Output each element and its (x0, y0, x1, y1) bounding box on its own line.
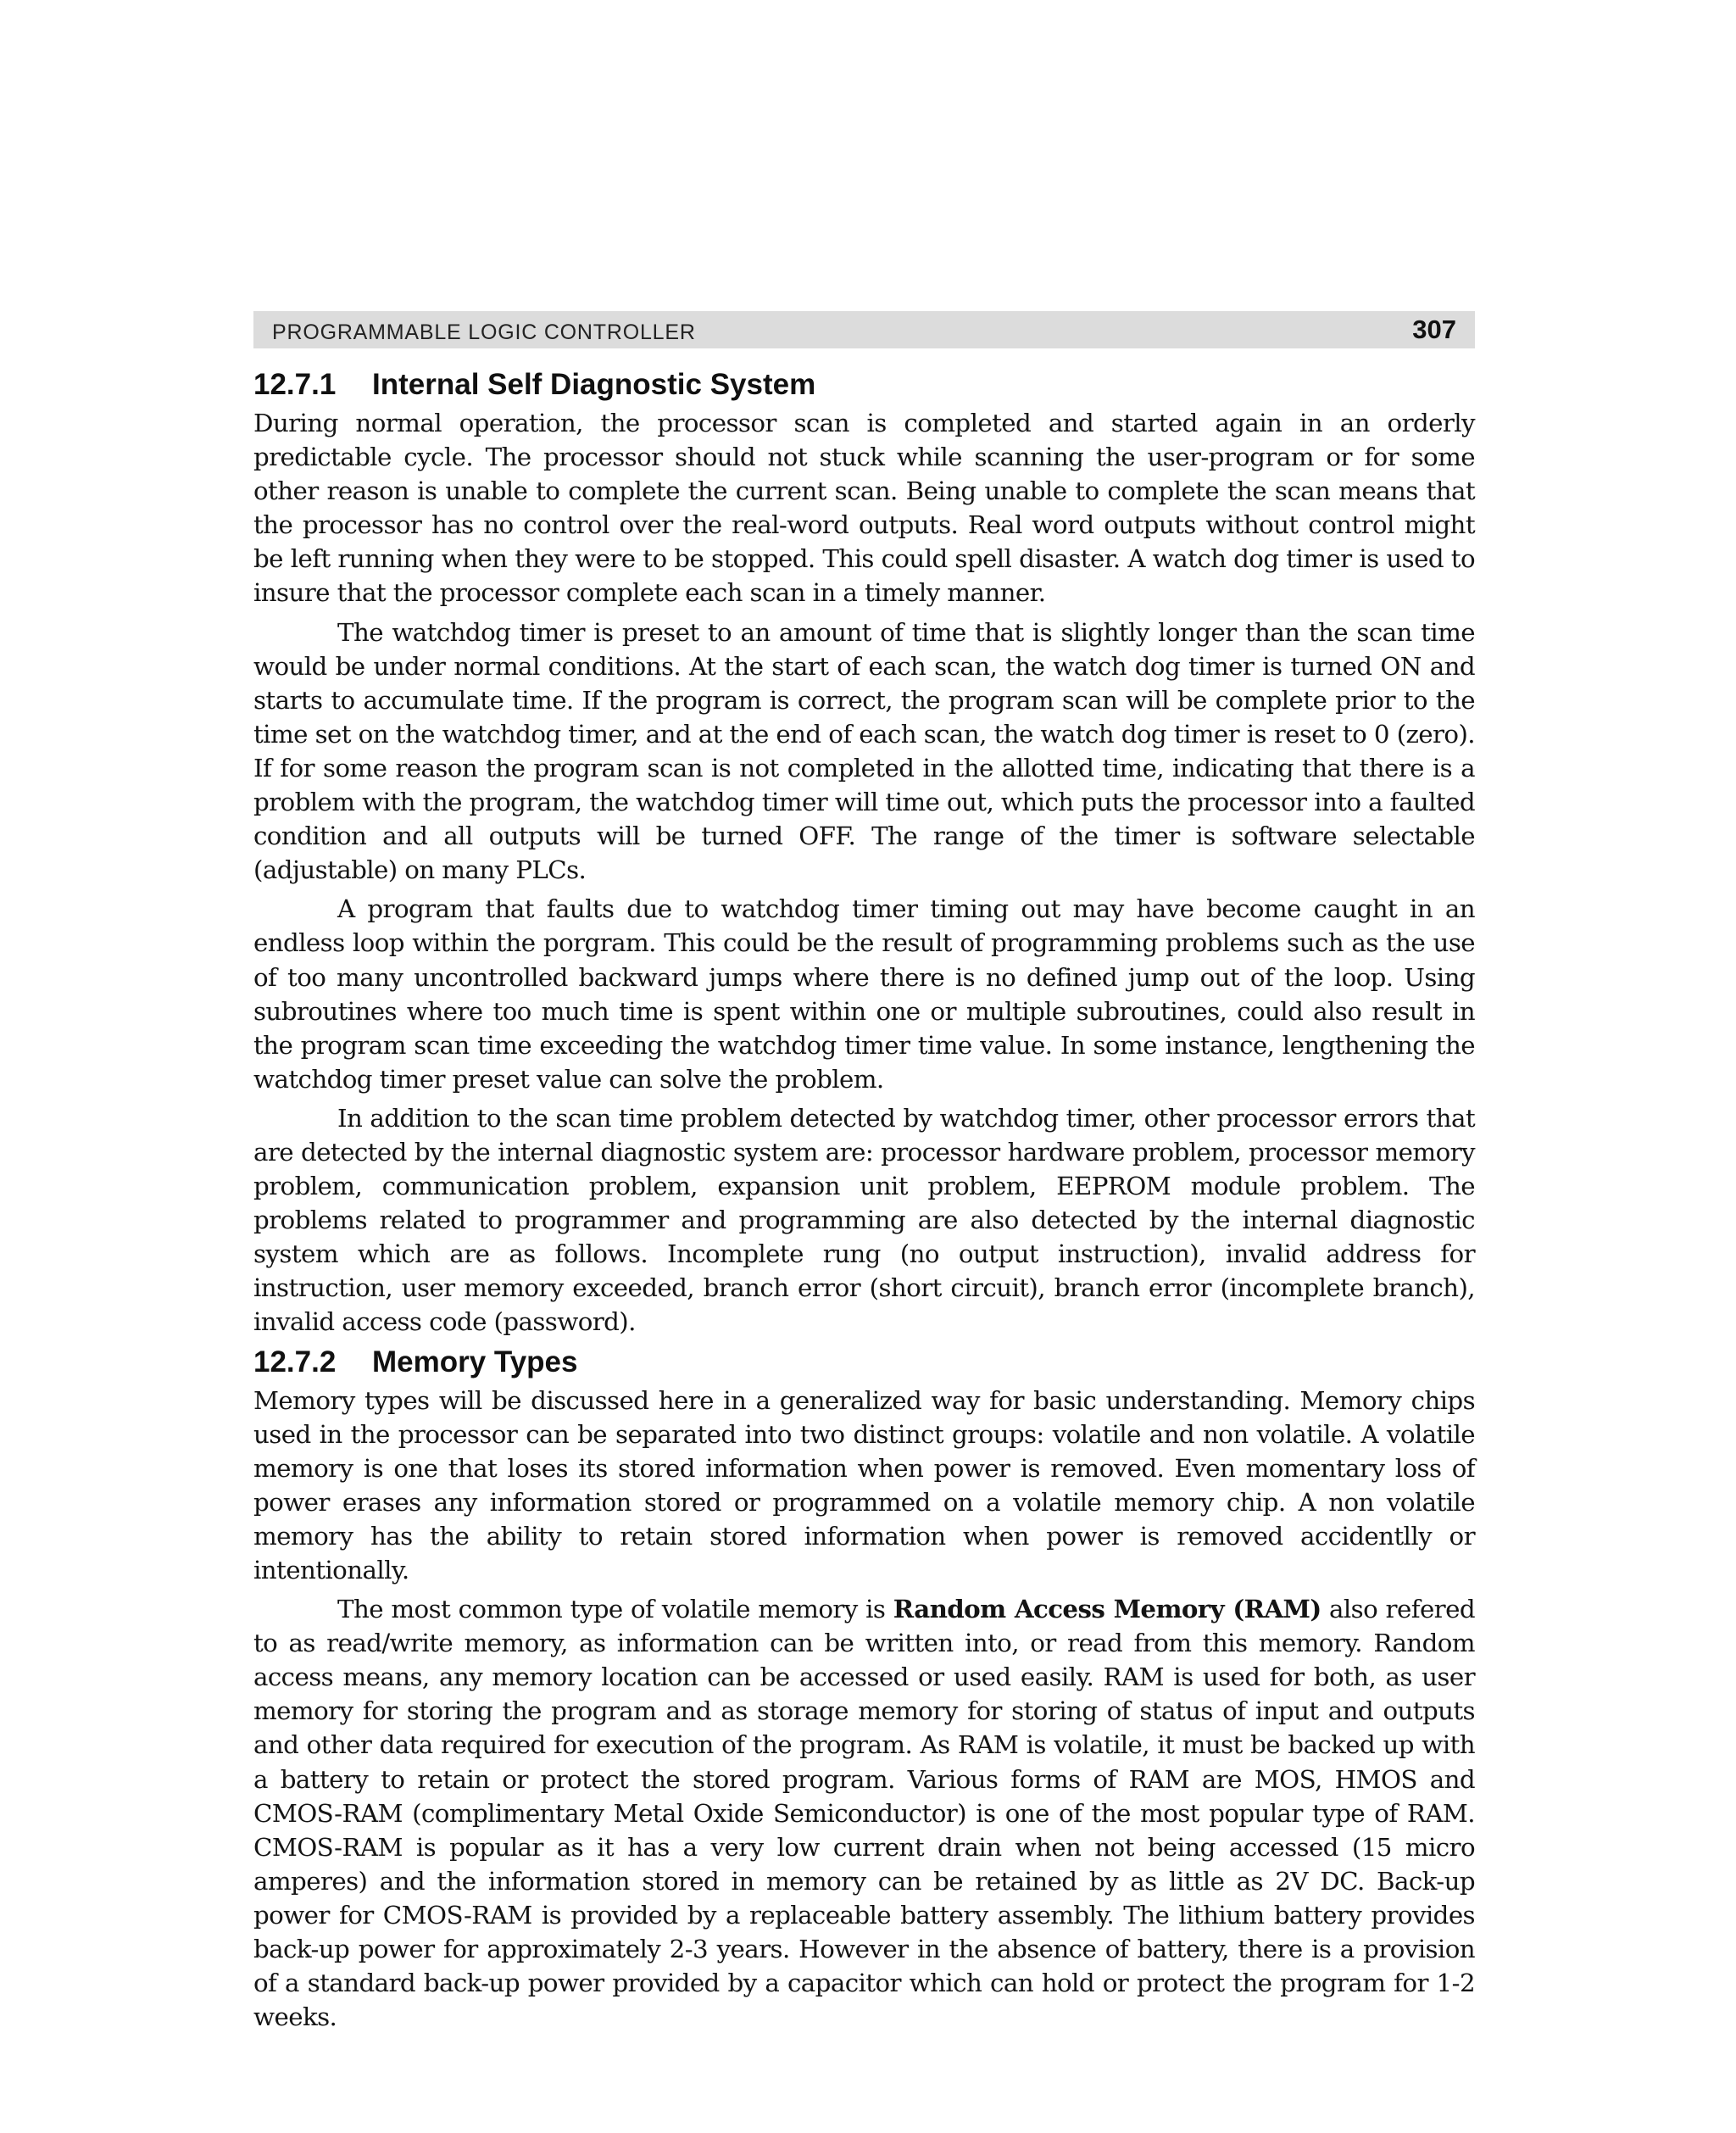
page (253, 311, 1475, 2039)
section-number: 12.7.2 (253, 1345, 337, 1378)
section-title: Memory Types (372, 1345, 578, 1378)
paragraph-text: also refered to as read/write memory, as information can be written into, or read from this memory. Random access means, any memory location can be accessed or used easily. RAM is used for both, as user memory for storing the program and as storage memory for storing of status of input and outputs and other data required for execution of the program. As RAM is volatile, it must be backed up with a battery to retain or protect the stored program. Various forms of RAM are MOS, HMOS and CMOS-RAM (complimentary Metal Oxide Semiconductor) is one of the most popular type of RAM. CMOS-RAM is popular as it has a very low current drain when not being accessed (15 micro amperes) and the information stored in memory can be retained by as little as 2V DC. Back-up power for CMOS-RAM is provided by a replaceable battery assembly. The lithium battery provides back-up power for approximately 2-3 years. However in the absence of battery, there is a provision of a standard back-up power provided by a capacitor which can hold or protect the program for 1-2 weeks. (253, 1595, 1475, 2032)
paragraph: The watchdog timer is preset to an amount of time that is slightly longer than the scan time would be under normal conditions. At the start of each scan, the watch dog timer is turned ON and starts to accumulate time. If the program is correct, the program scan will be complete prior to the time set on the watchdog timer, and at the end of each scan, the watch dog timer is reset to 0 (zero). If for some reason the program scan is not completed in the allotted time, indicating that there is a problem with the program, the watchdog timer will time out, which puts the processor into a faulted condition and all outputs will be turned OFF. The range of the timer is software selectable (adjustable) on many PLCs. (253, 617, 1475, 885)
page-number: 307 (1412, 315, 1456, 344)
paragraph: Memory types will be discussed here in a generalized way for basic understanding. Memory chips used in the processor can be separated into two distinct groups: volatile and non volatile. A volatile memory is one that loses its stored information when power is removed. Even momentary loss of power erases any information stored or programmed on a volatile memory chip. A non volatile memory has the ability to retain stored information when power is removed accidentlly or intentionally. (253, 1385, 1475, 1584)
section-heading-12-7-2 (253, 1345, 1475, 1380)
bold-term-ram: Random Access Memory (RAM) (893, 1594, 1321, 1624)
paragraph: A program that faults due to watchdog timer timing out may have become caught in an endless loop within the porgram. This could be the result of programming problems such as the use of too many uncontrolled backward jumps where there is no defined jump out of the loop. Using subroutines where too much time is spent within one or multiple subroutines, could also result in the program scan time exceeding the watchdog timer time value. In some instance, lengthening the watchdog timer preset value can solve the problem. (253, 894, 1475, 1094)
section-heading-12-7-1 (253, 367, 1475, 403)
section-title: Internal Self Diagnostic System (372, 368, 816, 401)
paragraph: In addition to the scan time problem detected by watchdog timer, other processor errors that are detected by the internal diagnostic system are: processor hardware problem, processor memory problem, communication problem, expansion unit problem, EEPROM module problem. The problems related to programmer and programming are also detected by the internal diagnostic system which are as follows. Incomplete rung (no output instruction), invalid address for instruction, user memory exceeded, branch error (short circuit), branch error (incomplete branch), invalid access code (password). (253, 1103, 1475, 1337)
section-number: 12.7.1 (253, 368, 337, 401)
paragraph (253, 1592, 1475, 2034)
paragraph-text: The most common type of volatile memory is (337, 1595, 893, 1624)
running-title: PROGRAMMABLE LOGIC CONTROLLER (272, 320, 696, 344)
running-header (253, 311, 1475, 348)
paragraph: During normal operation, the processor scan is completed and started again in an orderly predictable cycle. The processor should not stuck while scanning the user-program or for some other reason is unable to complete the current scan. Being unable to complete the scan means that the processor has no control over the real-word outputs. Real word outputs without control might be left running when they were to be stopped. This could spell disaster. A watch dog timer is used to insure that the processor complete each scan in a timely manner. (253, 409, 1475, 608)
